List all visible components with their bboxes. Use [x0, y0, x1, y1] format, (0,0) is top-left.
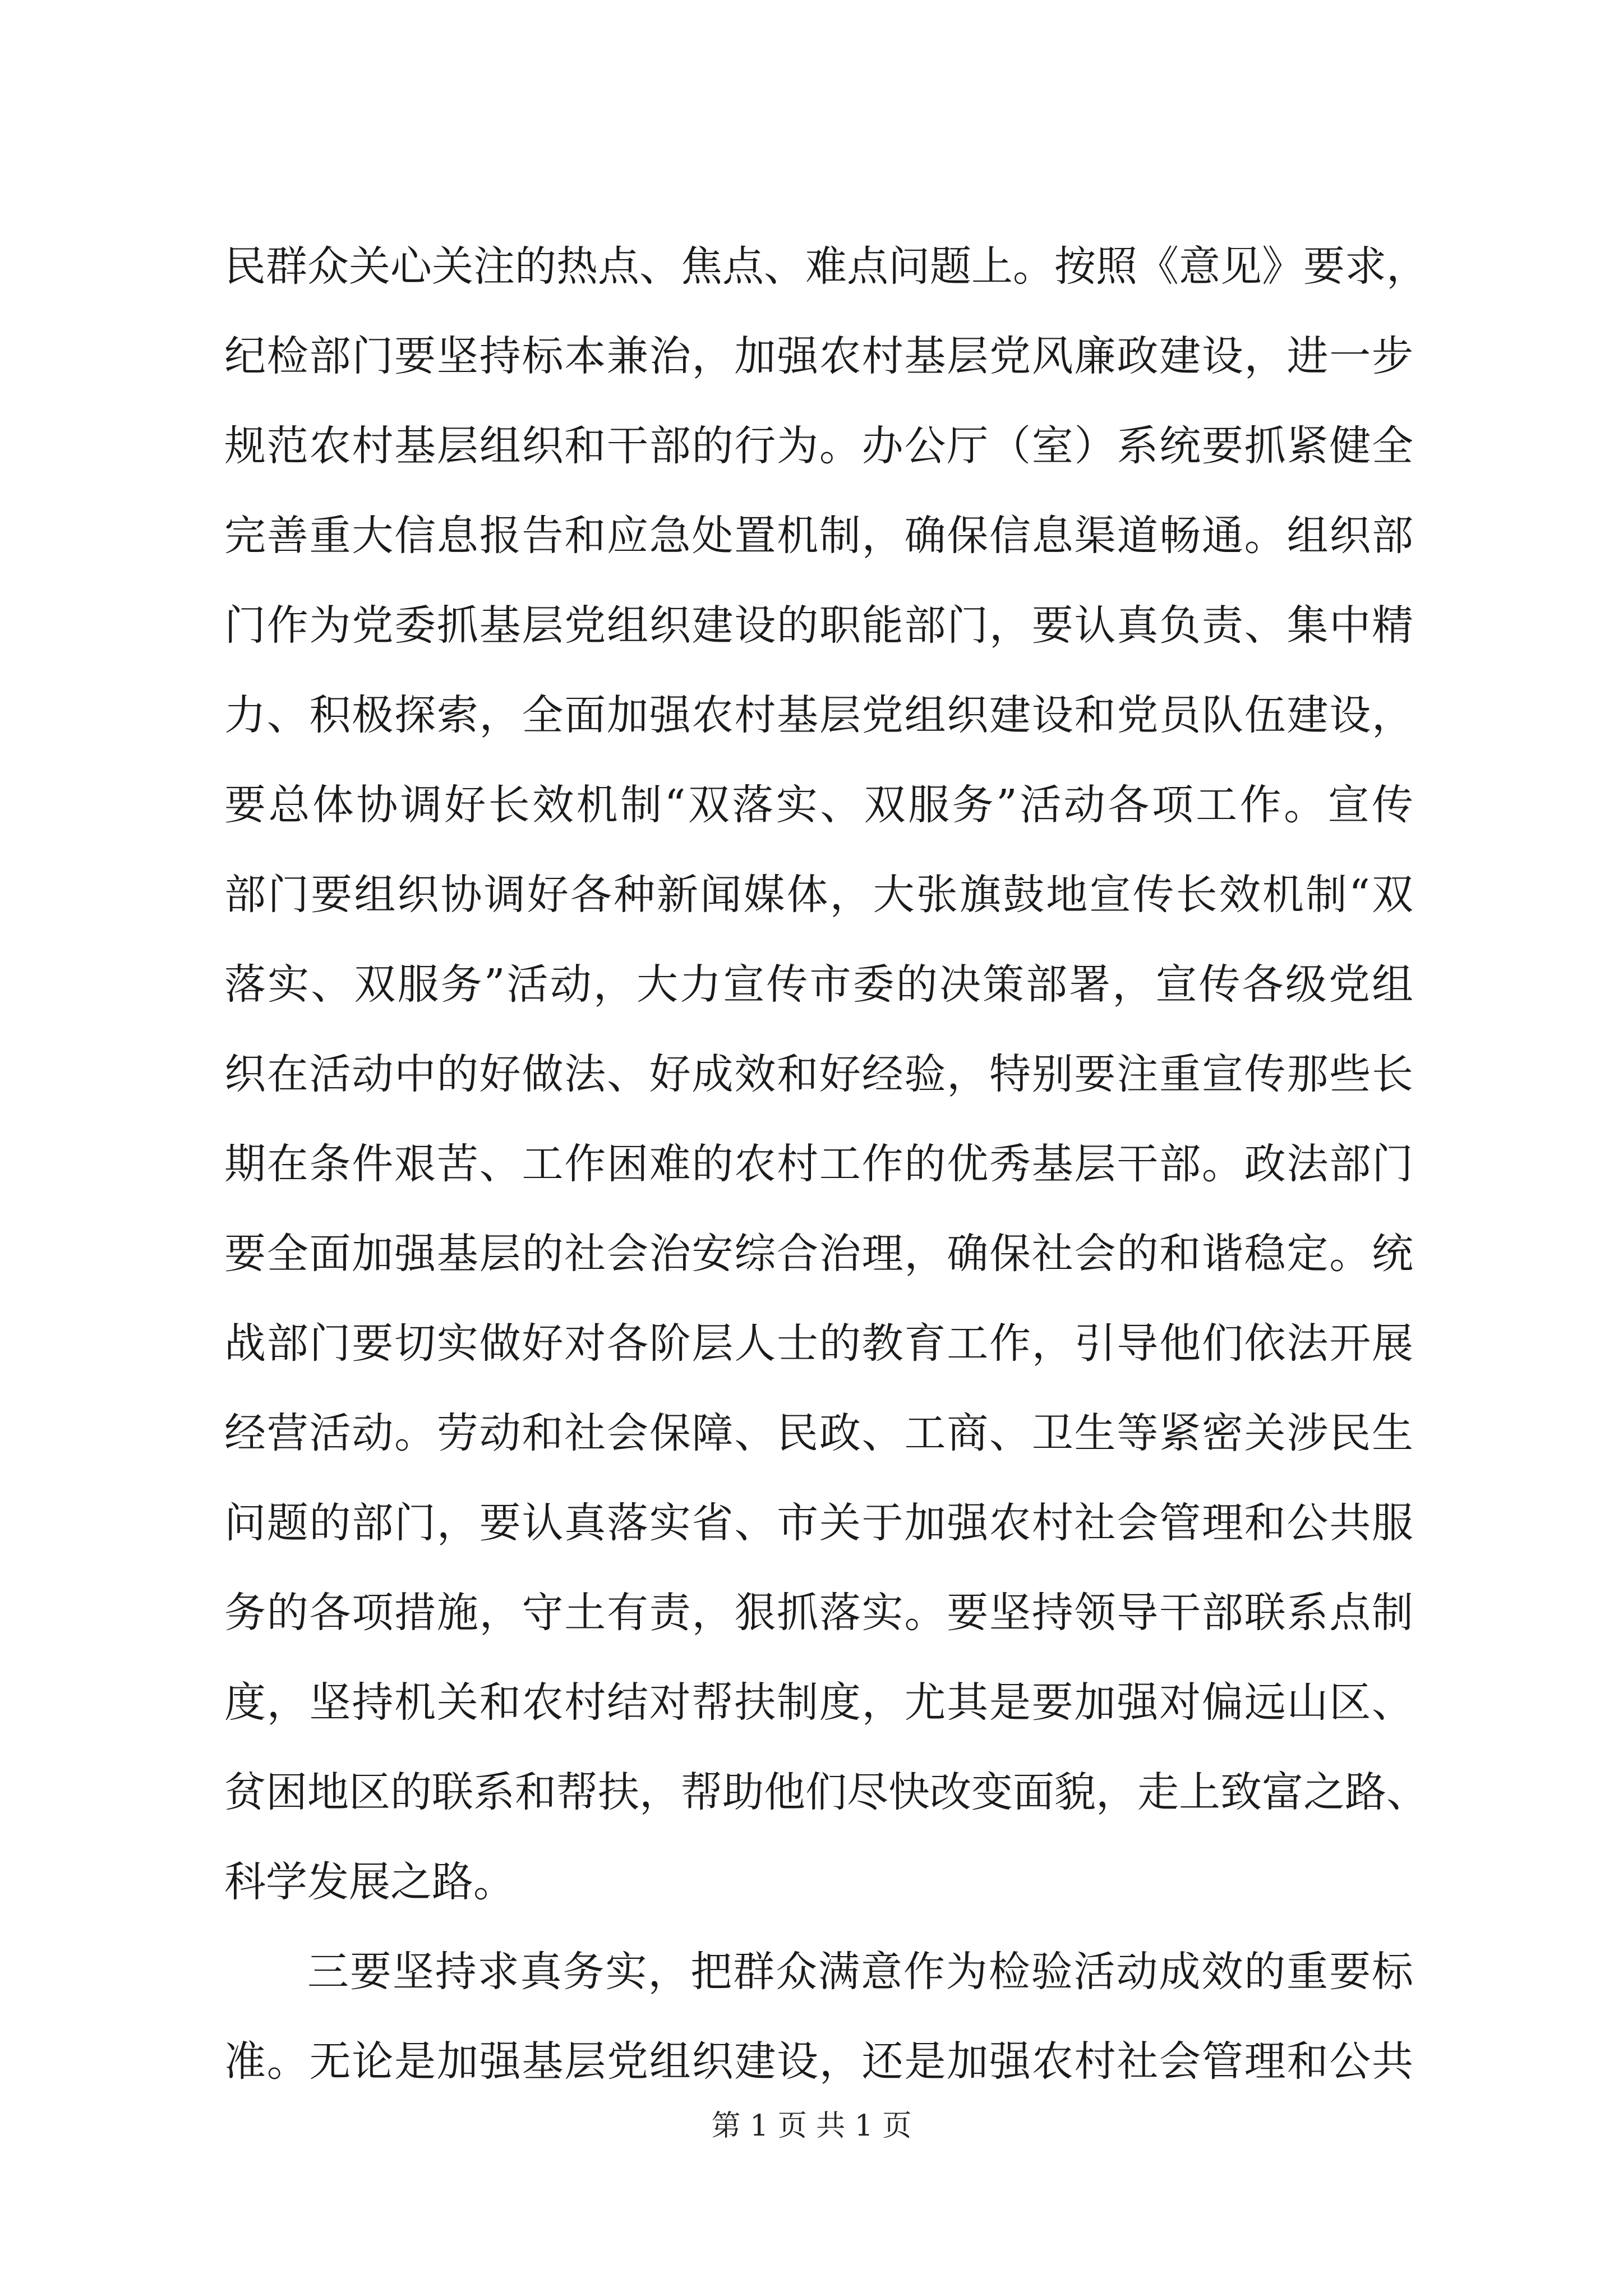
text-line: 要全面加强基层的社会治安综合治理，确保社会的和谐稳定。统	[224, 1230, 1413, 1278]
text-line: 度，坚持机关和农村结对帮扶制度，尤其是要加强对偏远山区、	[224, 1678, 1413, 1727]
document-body	[224, 222, 1428, 2106]
text-line: 战部门要切实做好对各阶层人士的教育工作，引导他们依法开展	[224, 1319, 1413, 1368]
text-line: 问题的部门，要认真落实省、市关于加强农村社会管理和公共服	[224, 1499, 1413, 1547]
text-line: 期在条件艰苦、工作困难的农村工作的优秀基层干部。政法部门	[224, 1140, 1413, 1188]
text-line: 部门要组织协调好各种新闻媒体，大张旗鼓地宣传长效机制“双	[224, 871, 1413, 919]
text-line: 贫困地区的联系和帮扶，帮助他们尽快改变面貌，走上致富之路、	[224, 1768, 1428, 1816]
text-line: 经营活动。劳动和社会保障、民政、工商、卫生等紧密关涉民生	[224, 1409, 1413, 1457]
text-line: 规范农村基层组织和干部的行为。办公厅（室）系统要抓紧健全	[224, 422, 1413, 470]
text-line: 准。无论是加强基层党组织建设，还是加强农村社会管理和公共	[224, 2037, 1413, 2086]
text-line: 民群众关心关注的热点、焦点、难点问题上。按照《意见》要求，	[224, 242, 1428, 291]
text-line: 力、积极探索，全面加强农村基层党组织建设和党员队伍建设，	[224, 691, 1413, 739]
text-line: 要总体协调好长效机制“双落实、双服务”活动各项工作。宣传	[224, 781, 1413, 829]
text-line: 落实、双服务”活动，大力宣传市委的决策部署，宣传各级党组	[224, 960, 1413, 1009]
text-line-paragraph-end: 科学发展之路。	[224, 1858, 515, 1906]
text-line-paragraph-start: 三要坚持求真务实，把群众满意作为检验活动成效的重要标	[307, 1948, 1413, 1996]
page-footer: 第 1 页 共 1 页	[711, 2109, 912, 2143]
text-line: 门作为党委抓基层党组织建设的职能部门，要认真负责、集中精	[224, 601, 1413, 650]
text-line: 完善重大信息报告和应急处置机制，确保信息渠道畅通。组织部	[224, 512, 1413, 560]
text-line: 纪检部门要坚持标本兼治，加强农村基层党风廉政建设，进一步	[224, 332, 1413, 380]
text-line: 织在活动中的好做法、好成效和好经验，特别要注重宣传那些长	[224, 1050, 1413, 1098]
text-line: 务的各项措施，守土有责，狠抓落实。要坚持领导干部联系点制	[224, 1589, 1413, 1637]
